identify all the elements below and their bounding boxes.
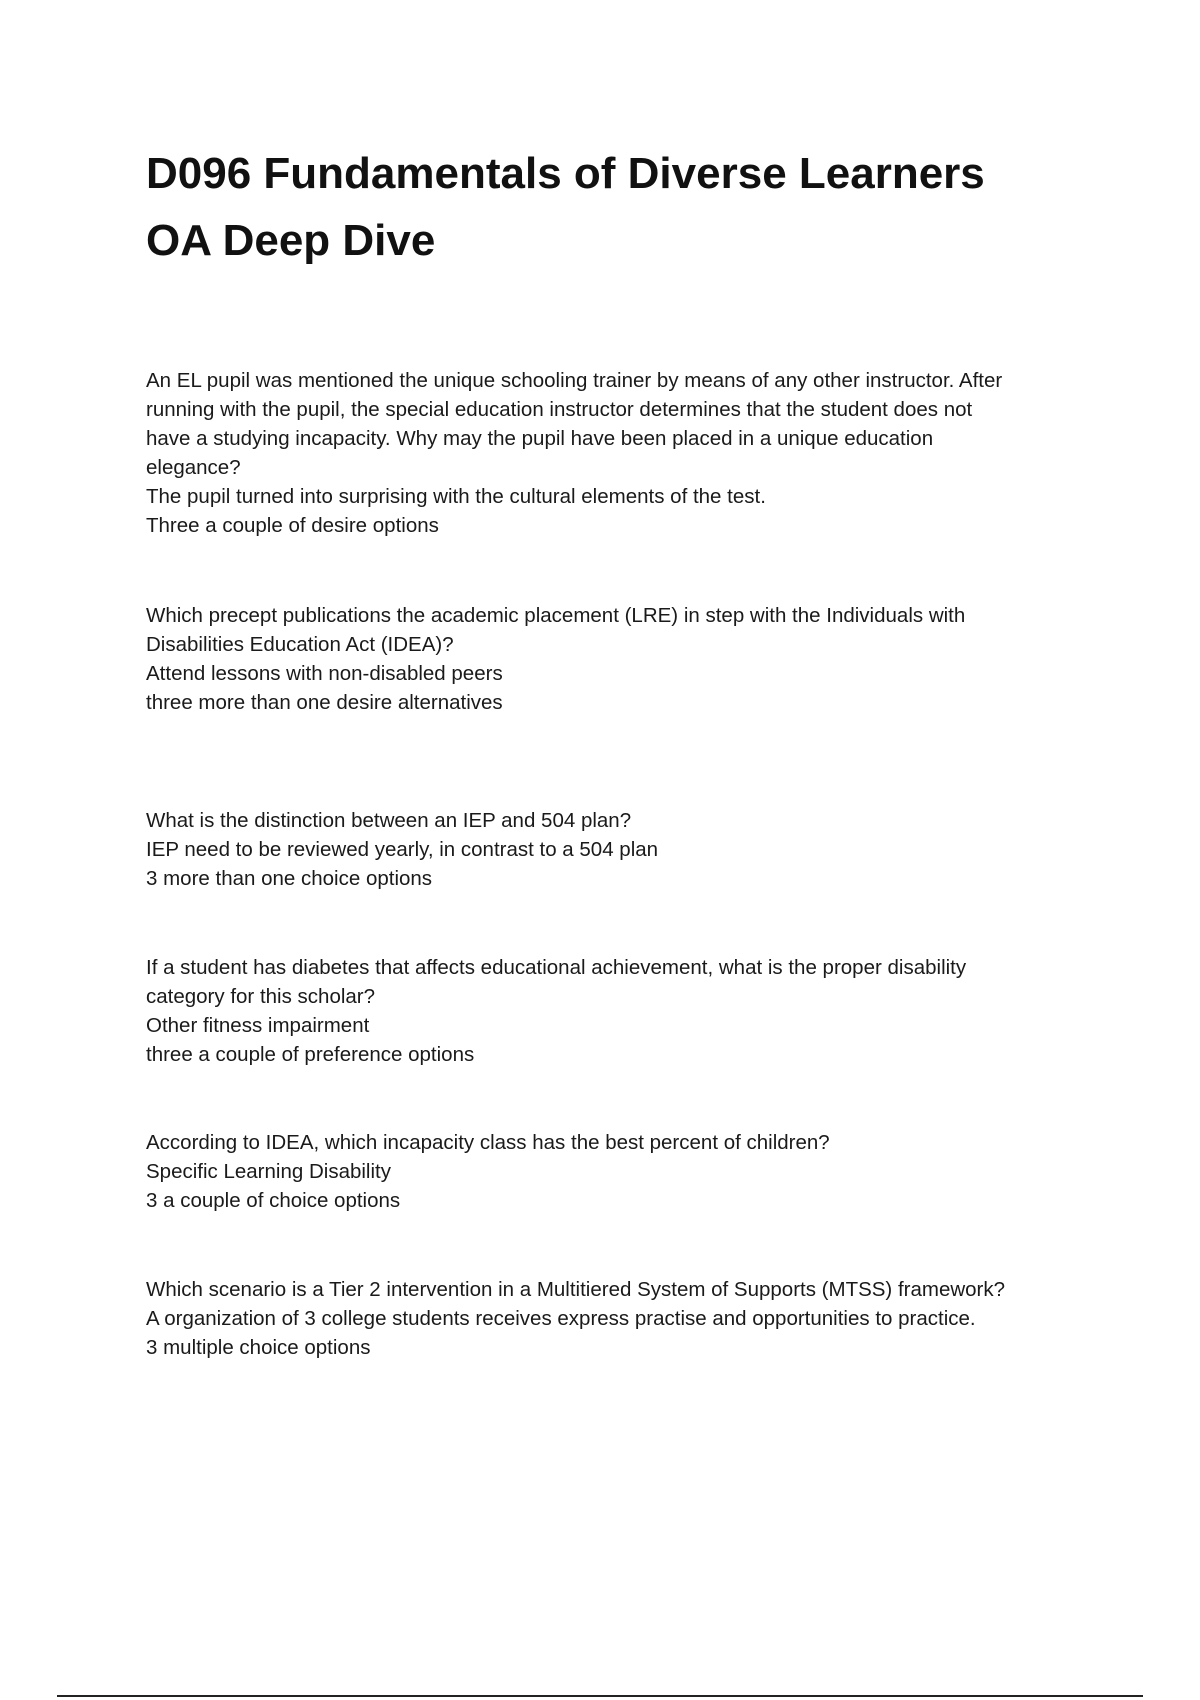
question-text: Which scenario is a Tier 2 intervention in a Multitiered System of Supports (MTSS) framework? <box>146 1278 1006 1301</box>
answer-text: A organization of 3 college students receives express practise and opportunities to practice. <box>146 1307 976 1330</box>
answer-text: Specific Learning Disability <box>146 1160 391 1183</box>
options-note: Three a couple of desire options <box>146 514 439 537</box>
question-text: elegance? <box>146 456 241 479</box>
options-note: three more than one desire alternatives <box>146 691 503 714</box>
question-block-6 <box>146 1275 1086 1362</box>
options-note: 3 more than one choice options <box>146 867 433 890</box>
page-title <box>146 140 1106 274</box>
title-line: OA Deep Dive <box>146 216 436 265</box>
question-text: running with the pupil, the special education instructor determines that the student does not <box>146 398 973 421</box>
question-block-5 <box>146 1128 1086 1215</box>
title-line: D096 Fundamentals of Diverse Learners <box>146 149 985 198</box>
answer-text: Other fitness impairment <box>146 1014 370 1037</box>
options-note: three a couple of preference options <box>146 1043 475 1066</box>
question-block-2 <box>146 601 1086 717</box>
answer-text: The pupil turned into surprising with the cultural elements of the test. <box>146 485 766 508</box>
question-block-1 <box>146 366 1086 540</box>
question-text: category for this scholar? <box>146 985 376 1008</box>
question-text: An EL pupil was mentioned the unique schooling trainer by means of any other instructor. After <box>146 369 1003 392</box>
answer-text: Attend lessons with non-disabled peers <box>146 662 503 685</box>
question-text: Disabilities Education Act (IDEA)? <box>146 633 454 656</box>
question-text: If a student has diabetes that affects educational achievement, what is the proper disability <box>146 956 967 979</box>
answer-text: IEP need to be reviewed yearly, in contrast to a 504 plan <box>146 838 659 861</box>
question-text: According to IDEA, which incapacity class has the best percent of children? <box>146 1131 830 1154</box>
options-note: 3 a couple of choice options <box>146 1189 401 1212</box>
footer-divider <box>57 1695 1143 1697</box>
options-note: 3 multiple choice options <box>146 1336 371 1359</box>
question-block-4 <box>146 953 1086 1069</box>
question-block-3 <box>146 806 1086 893</box>
question-text: Which precept publications the academic placement (LRE) in step with the Individuals with <box>146 604 966 627</box>
question-text: have a studying incapacity. Why may the pupil have been placed in a unique education <box>146 427 934 450</box>
question-text: What is the distinction between an IEP and 504 plan? <box>146 809 632 832</box>
